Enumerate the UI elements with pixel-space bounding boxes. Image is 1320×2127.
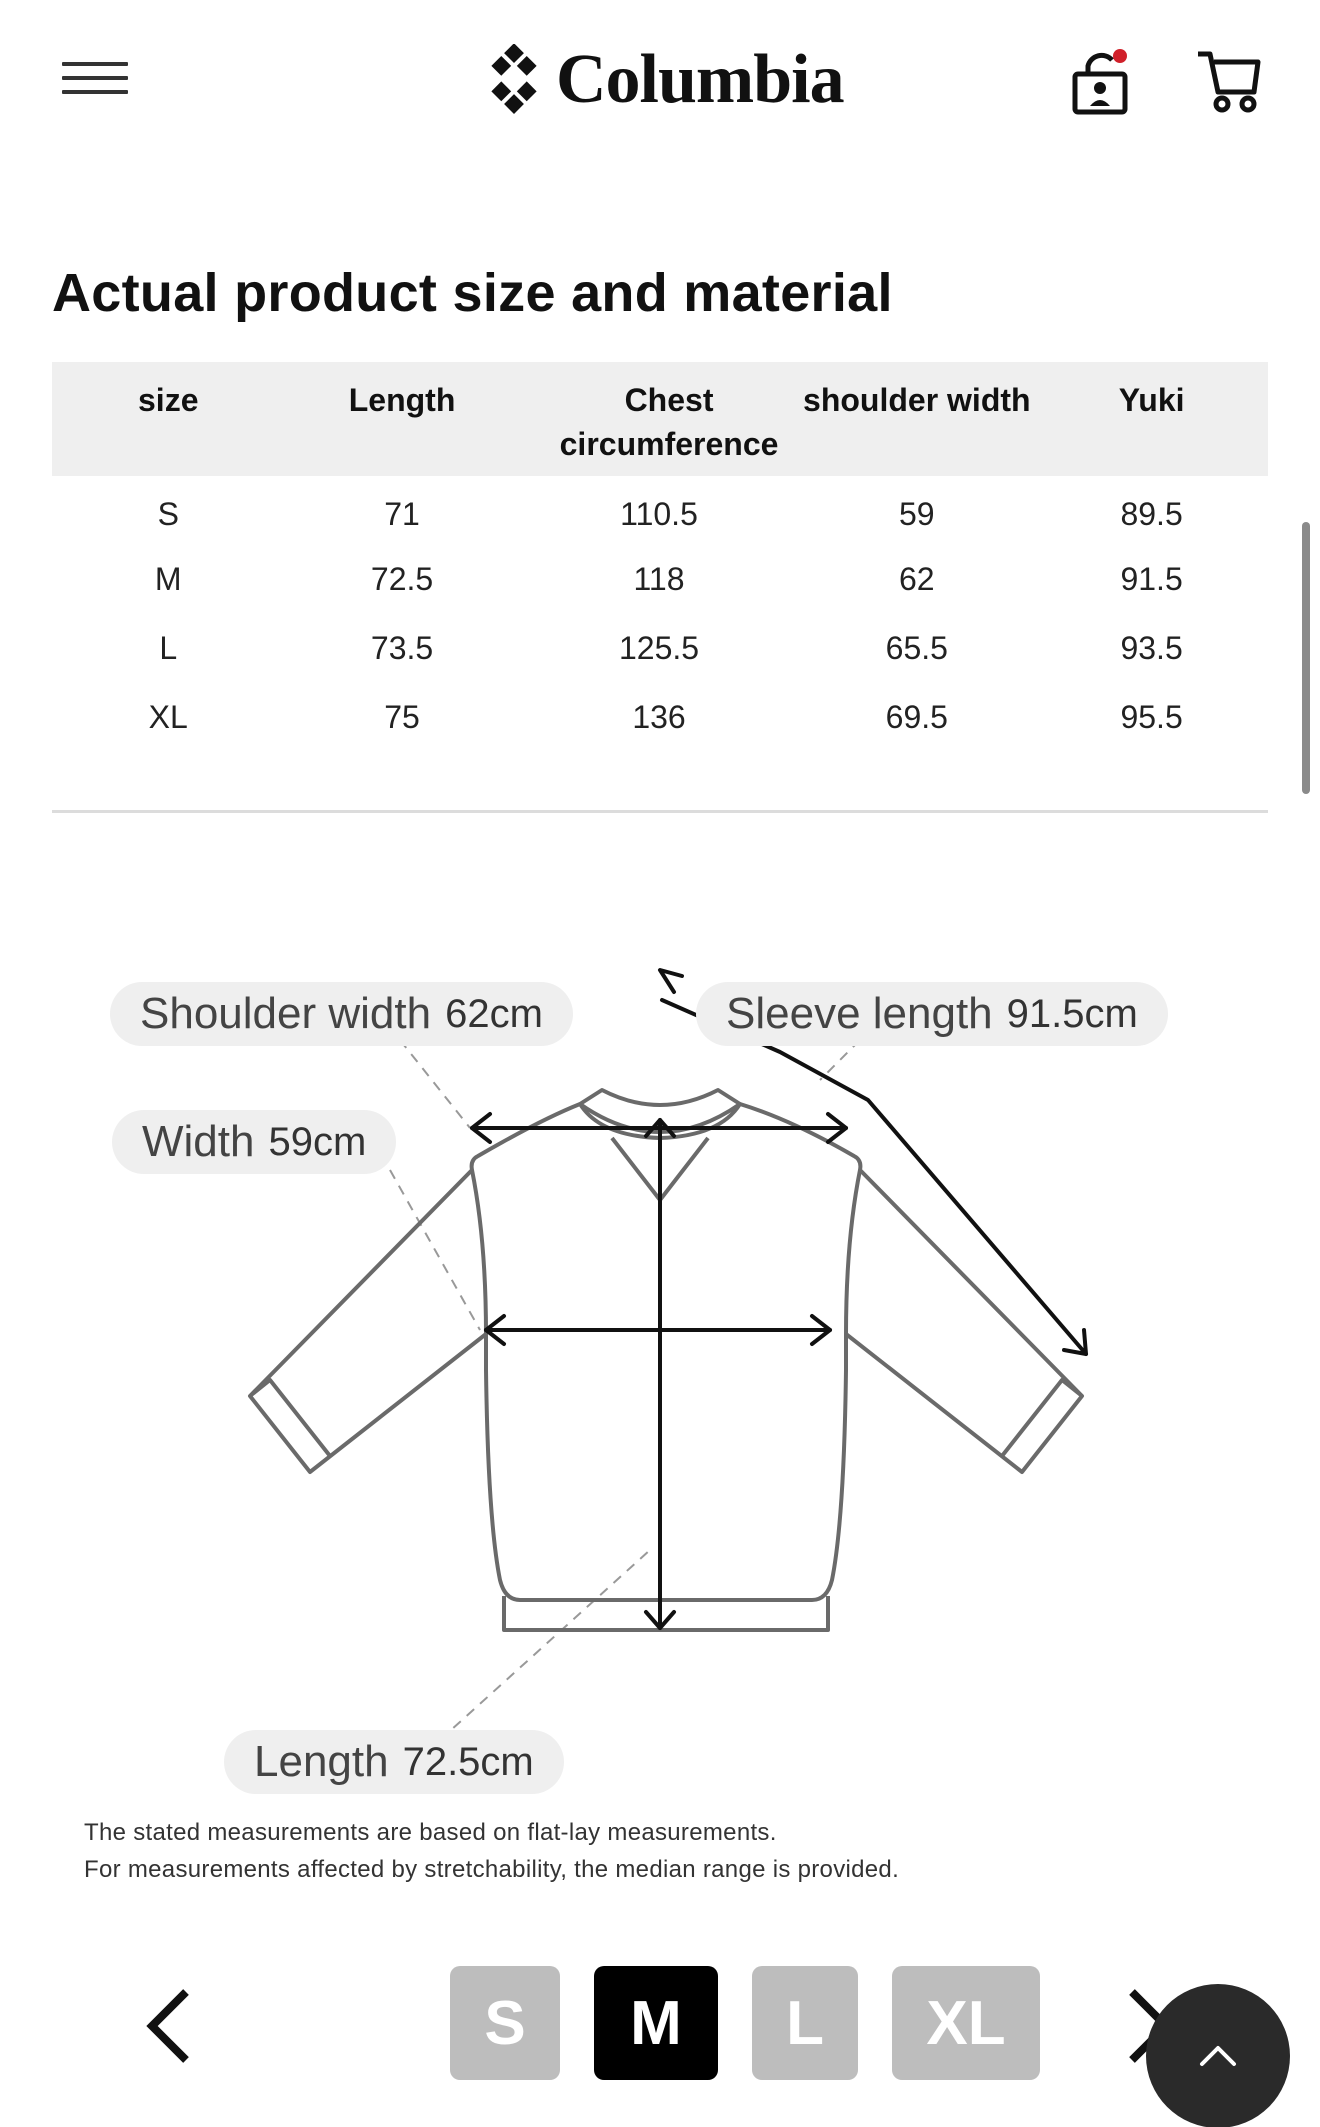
cell: 89.5 [1120,496,1183,532]
table-row [52,683,1268,752]
size-option-s[interactable]: S [450,1966,560,2080]
cart-icon[interactable] [1196,48,1262,116]
cell: 110.5 [620,496,698,532]
table-row [52,545,1268,614]
note-line-2: For measurements affected by stretchability, the median range is provided. [84,1856,900,1883]
cell: 95.5 [1120,699,1183,735]
size-option-xl[interactable]: XL [892,1966,1040,2080]
cell: 75 [384,699,420,735]
cell: 93.5 [1120,630,1183,666]
brand-logo[interactable] [478,40,844,120]
cell: XL [148,699,188,735]
cell: 71 [384,496,420,532]
section-title: Actual product size and material [52,263,893,323]
cell: S [157,496,179,532]
cell: 65.5 [885,630,948,666]
cell: 136 [632,699,686,735]
table-row [52,476,1268,545]
sweatshirt-illustration [0,960,1320,1820]
login-lock-icon[interactable] [1070,46,1134,118]
scroll-to-top-button[interactable] [1146,1984,1290,2127]
cell: L [159,630,178,666]
length-label: Length 72.5cm [224,1730,564,1794]
cell: 72.5 [370,561,434,597]
site-header [0,0,1320,165]
cell: 59 [899,496,935,532]
brand-name: Columbia [556,41,844,118]
shoulder-width-label: Shoulder width 62cm [110,982,573,1046]
section-divider [52,810,1268,813]
cell: 62 [899,561,935,597]
cell: 73.5 [370,630,434,666]
header-size: size [52,362,284,476]
scrollbar[interactable] [1302,522,1310,794]
cell: 118 [633,561,685,597]
table-header-row [52,362,1268,476]
sleeve-length-label: Sleeve length 91.5cm [696,982,1168,1046]
cell: M [154,561,182,597]
header-length: Length [284,362,519,476]
size-option-l[interactable]: L [752,1966,858,2080]
header-shoulder: shoulder width [798,362,1035,476]
cell: 125.5 [618,630,700,666]
measurement-diagram [0,960,1320,1820]
cell: 69.5 [885,699,948,735]
chevron-left-icon[interactable] [140,1984,200,2068]
header-chest: Chest circumference [520,362,799,476]
header-yuki: Yuki [1035,362,1268,476]
width-label: Width 59cm [112,1110,396,1174]
cell: 91.5 [1120,561,1183,597]
columbia-logo-icon [478,44,550,116]
measurement-note [84,1814,899,1888]
hamburger-menu-icon[interactable] [62,62,128,102]
size-option-m[interactable]: M [594,1966,718,2080]
chevron-up-icon [1146,1984,1290,2127]
size-table [52,362,1268,752]
table-row [52,614,1268,683]
note-line-1: The stated measurements are based on flat-lay measurements. [84,1819,777,1846]
